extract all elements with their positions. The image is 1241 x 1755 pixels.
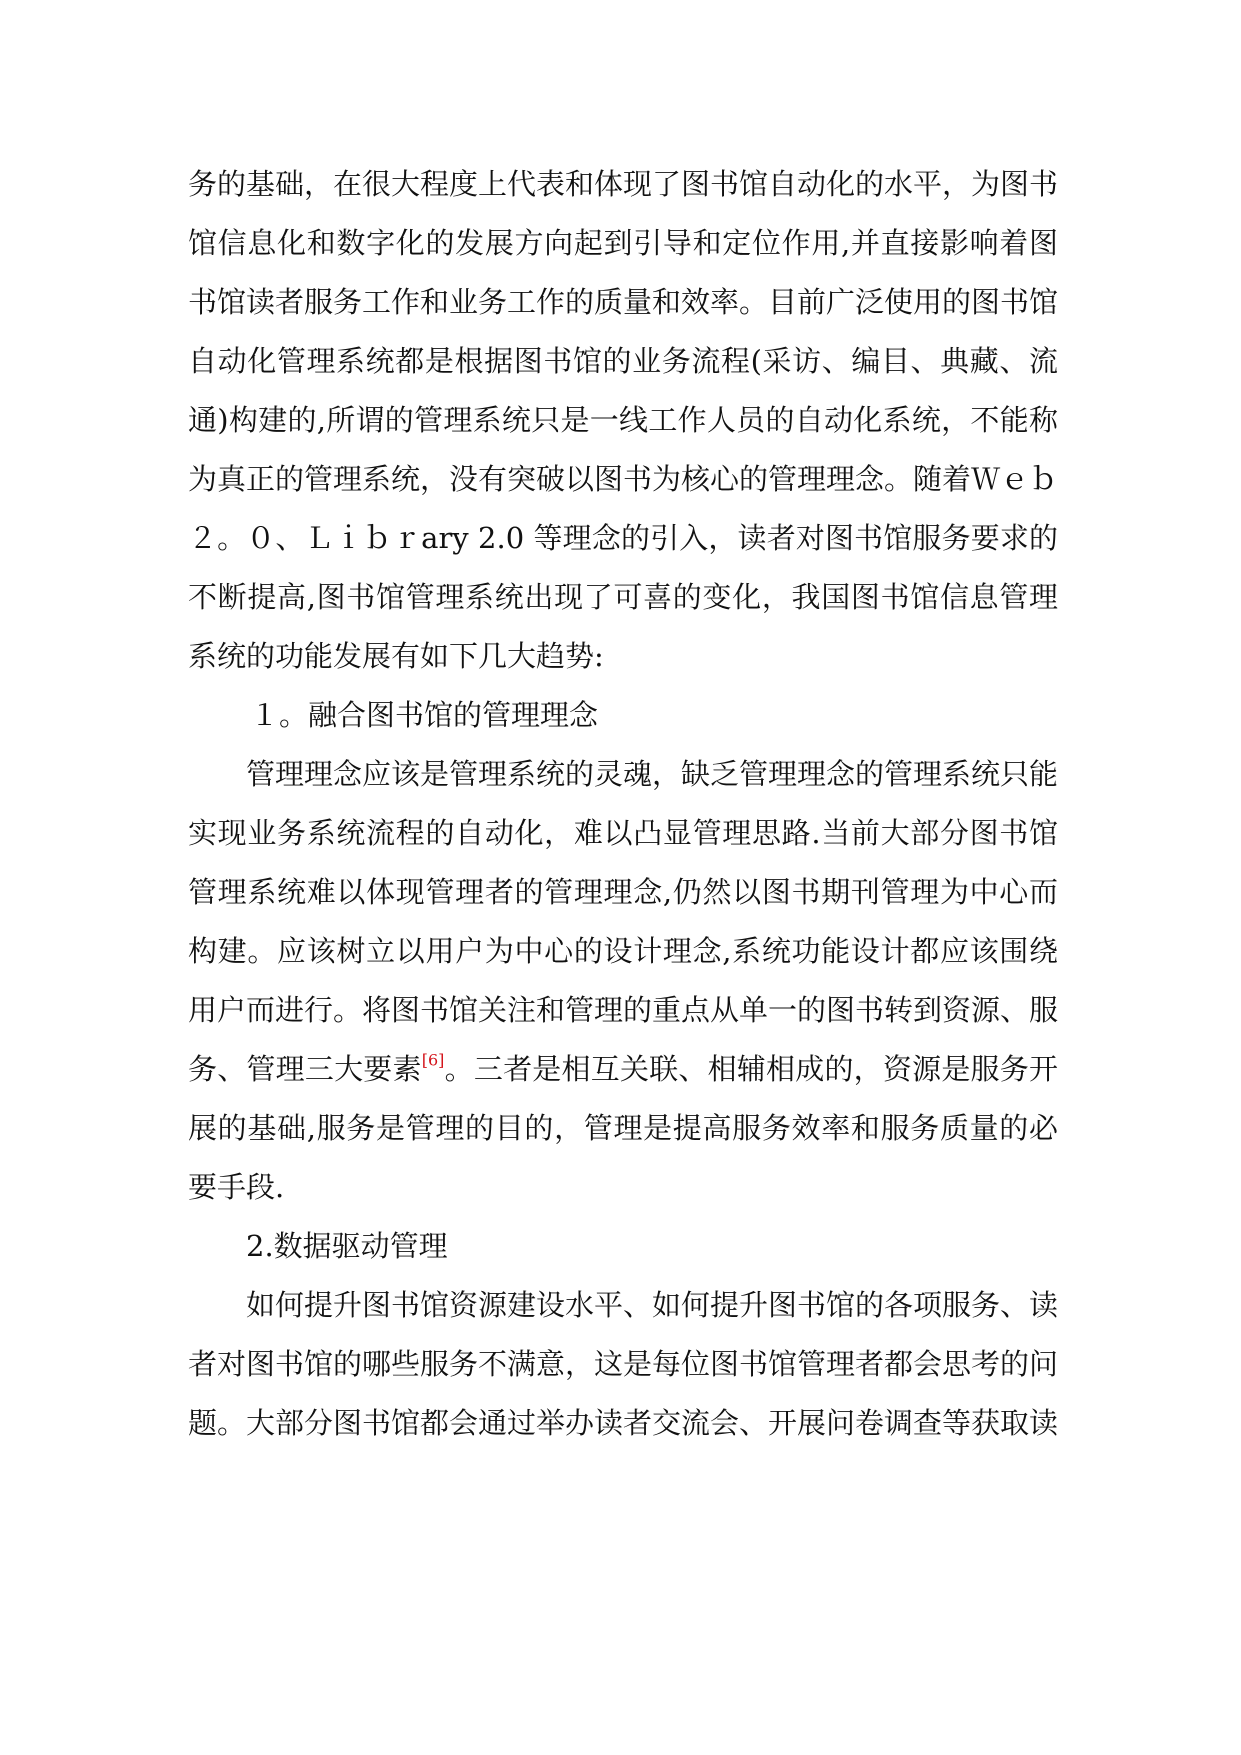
section-heading-1: １。融合图书馆的管理理念: [250, 698, 599, 732]
section-1-paragraph: [188, 745, 1058, 1217]
intro-paragraph: 务的基础，在很大程度上代表和体现了图书馆自动化的水平，为图书馆信息化和数字化的发展方向起到引导和定位作用,并直接影响着图书馆读者服务工作和业务工作的质量和效率。目前广泛使用的图书馆自动化管理系统都是根据图书馆的业务流程(采访、编目、典藏、流通)构建的,所谓的管理系统只是一线工作人员的自动化系统，不能称为真正的管理系统，没有突破以图书为核心的管理理念。随着Ｗｅｂ２。０、Ｌｉｂｒary 2.0 等理念的引入，读者对图书馆服务要求的不断提高,图书馆管理系统出现了可喜的变化，我国图书馆信息管理系统的功能发展有如下几大趋势:: [188, 167, 1059, 673]
citation-link[interactable]: [6]: [421, 1050, 445, 1070]
section-2-paragraph: 如何提升图书馆资源建设水平、如何提升图书馆的各项服务、读者对图书馆的哪些服务不满意，这是每位图书馆管理者都会思考的问题。大部分图书馆都会通过举办读者交流会、开展问卷调查等获取读: [188, 1288, 1059, 1440]
section-1-text-after: 。三者是相互关联、相辅相成的，资源是服务开展的基础,服务是管理的目的，管理是提高服务效率和服务质量的必要手段.: [188, 1052, 1058, 1204]
body-text: [188, 155, 1058, 1453]
section-heading-2: 2.数据驱动管理: [246, 1229, 448, 1263]
section-1-text-before: 管理理念应该是管理系统的灵魂，缺乏管理理念的管理系统只能实现业务系统流程的自动化，难以凸显管理思路.当前大部分图书馆管理系统难以体现管理者的管理理念,仍然以图书期刊管理为中心而构建。应该树立以用户为中心的设计理念,系统功能设计都应该围绕用户而进行。将图书馆关注和管理的重点从单一的图书转到资源、服务、管理三大要素: [188, 757, 1059, 1086]
